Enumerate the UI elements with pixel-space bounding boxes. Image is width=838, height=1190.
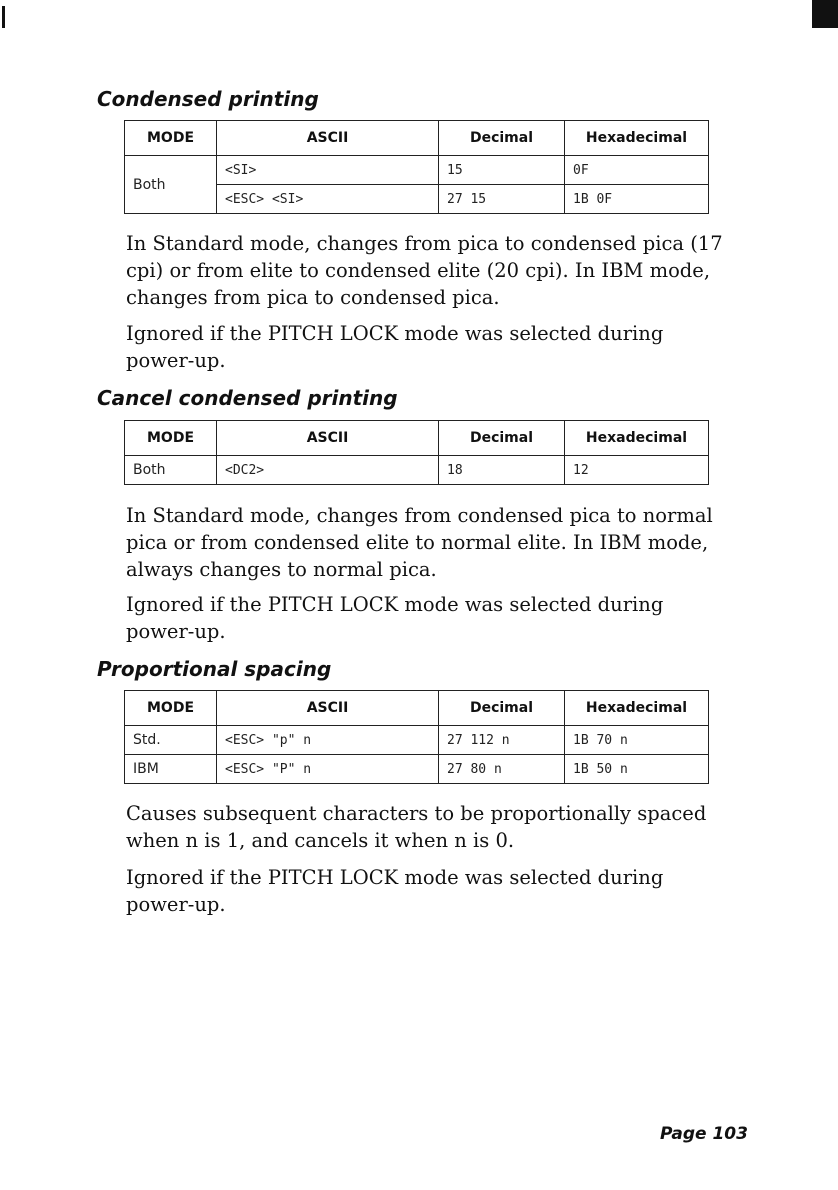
- cell-ascii: <DC2>: [217, 456, 439, 485]
- cell-decimal: 27 80 n: [439, 755, 565, 784]
- col-header-ascii: ASCII: [217, 691, 439, 726]
- cell-ascii: <SI>: [217, 156, 439, 185]
- page-number: Page 103: [660, 1124, 748, 1144]
- table-proportional-spacing: [124, 690, 709, 784]
- cell-hex: 0F: [565, 156, 709, 185]
- table-condensed-printing: [124, 120, 709, 214]
- heading-proportional-spacing: Proportional spacing: [97, 657, 332, 681]
- table-cancel-condensed: [124, 420, 709, 485]
- table-row: [125, 726, 709, 755]
- table-row: [125, 456, 709, 485]
- table-header-row: [125, 421, 709, 456]
- table-header-row: [125, 691, 709, 726]
- cell-ascii: <ESC> <SI>: [217, 185, 439, 214]
- cell-hex: 1B 50 n: [565, 755, 709, 784]
- cell-decimal: 27 15: [439, 185, 565, 214]
- col-header-ascii: ASCII: [217, 421, 439, 456]
- paragraph: In Standard mode, changes from pica to condensed pica (17 cpi) or from elite to condensed elite (20 cpi). In IBM mode, changes from pica to condensed pica.: [126, 232, 723, 309]
- cell-ascii: <ESC> "p" n: [217, 726, 439, 755]
- paragraph: Ignored if the PITCH LOCK mode was selected during power-up.: [126, 322, 664, 372]
- col-header-decimal: Decimal: [439, 121, 565, 156]
- cell-mode: Both: [125, 156, 217, 214]
- paragraph: In Standard mode, changes from condensed pica to normal pica or from condensed elite to normal elite. In IBM mode, always changes to normal pica.: [126, 504, 713, 581]
- cell-decimal: 18: [439, 456, 565, 485]
- heading-cancel-condensed: Cancel condensed printing: [97, 386, 398, 410]
- cell-mode: IBM: [125, 755, 217, 784]
- col-header-mode: MODE: [125, 121, 217, 156]
- table-header-row: [125, 121, 709, 156]
- col-header-ascii: ASCII: [217, 121, 439, 156]
- table-row: [125, 755, 709, 784]
- col-header-hex: Hexadecimal: [565, 691, 709, 726]
- col-header-mode: MODE: [125, 691, 217, 726]
- cell-ascii: <ESC> "P" n: [217, 755, 439, 784]
- col-header-decimal: Decimal: [439, 691, 565, 726]
- cell-mode: Both: [125, 456, 217, 485]
- col-header-mode: MODE: [125, 421, 217, 456]
- table-row: [125, 156, 709, 185]
- scan-edge-mark: [2, 6, 5, 28]
- col-header-hex: Hexadecimal: [565, 421, 709, 456]
- scan-corner-mark: [812, 0, 838, 28]
- cell-hex: 1B 0F: [565, 185, 709, 214]
- cell-hex: 1B 70 n: [565, 726, 709, 755]
- col-header-decimal: Decimal: [439, 421, 565, 456]
- cell-hex: 12: [565, 456, 709, 485]
- heading-condensed-printing: Condensed printing: [97, 87, 319, 111]
- paragraph: Ignored if the PITCH LOCK mode was selected during power-up.: [126, 593, 664, 643]
- col-header-hex: Hexadecimal: [565, 121, 709, 156]
- paragraph: Ignored if the PITCH LOCK mode was selected during power-up.: [126, 866, 664, 916]
- cell-decimal: 27 112 n: [439, 726, 565, 755]
- cell-decimal: 15: [439, 156, 565, 185]
- cell-mode: Std.: [125, 726, 217, 755]
- paragraph: Causes subsequent characters to be proportionally spaced when n is 1, and cancels it when n is 0.: [126, 802, 707, 852]
